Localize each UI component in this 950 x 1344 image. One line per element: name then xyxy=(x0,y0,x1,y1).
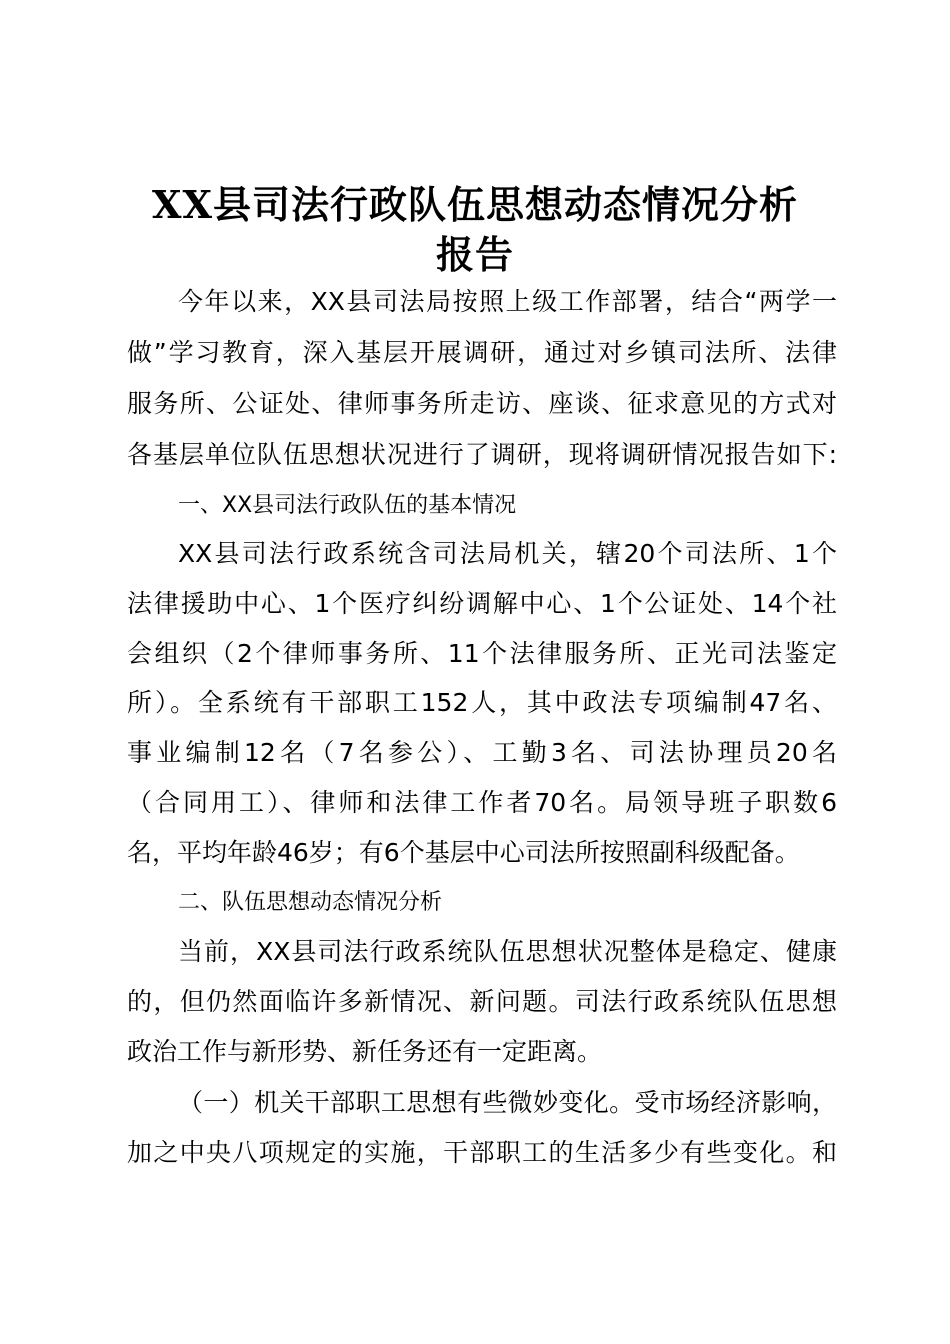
basic-situation-paragraph-line: 会组织（2个律师事务所、11个法律服务所、正光司法鉴定 xyxy=(127,639,837,668)
basic-situation-paragraph-line: 事业编制12名（7名参公）、工勤3名、司法协理员20名 xyxy=(127,738,837,767)
intro-paragraph-line: 服务所、公证处、律师事务所走访、座谈、征求意见的方式对 xyxy=(127,389,837,418)
section-heading-thought-analysis: 二、队伍思想动态情况分析 xyxy=(178,890,443,915)
basic-situation-paragraph-line: 名，平均年龄46岁；有6个基层中心司法所按照副科级配备。 xyxy=(127,838,800,867)
document-title-line-1: XX县司法行政队伍思想动态情况分析 xyxy=(152,182,798,227)
intro-paragraph-line: 各基层单位队伍思想状况进行了调研，现将调研情况报告如下: xyxy=(127,440,837,469)
basic-situation-paragraph-line: （合同用工）、律师和法律工作者70名。局领导班子职数6 xyxy=(127,788,837,817)
section-heading-basic-situation: 一、XX县司法行政队伍的基本情况 xyxy=(178,493,517,518)
basic-situation-paragraph-line: 所）。全系统有干部职工152人，其中政法专项编制47名、 xyxy=(127,688,837,717)
subsection-one-paragraph-line: 加之中央八项规定的实施，干部职工的生活多少有些变化。和 xyxy=(127,1138,837,1167)
analysis-paragraph-line: 政治工作与新形势、新任务还有一定距离。 xyxy=(127,1037,603,1066)
basic-situation-paragraph-line: XX县司法行政系统含司法局机关，辖20个司法所、1个 xyxy=(178,539,837,568)
basic-situation-paragraph-line: 法律援助中心、1个医疗纠纷调解中心、1个公证处、14个社 xyxy=(127,589,837,618)
intro-paragraph-line: 做”学习教育，深入基层开展调研，通过对乡镇司法所、法律 xyxy=(127,338,837,367)
intro-paragraph-line: 今年以来，XX县司法局按照上级工作部署，结合“两学一 xyxy=(178,287,837,316)
subsection-one-paragraph-line: （一）机关干部职工思想有些微妙变化。受市场经济影响， xyxy=(178,1088,837,1117)
document-title-line-2: 报告 xyxy=(435,232,514,277)
analysis-paragraph-line: 的，但仍然面临许多新情况、新问题。司法行政系统队伍思想 xyxy=(127,987,837,1016)
analysis-paragraph-line: 当前，XX县司法行政系统队伍思想状况整体是稳定、健康 xyxy=(178,937,837,966)
